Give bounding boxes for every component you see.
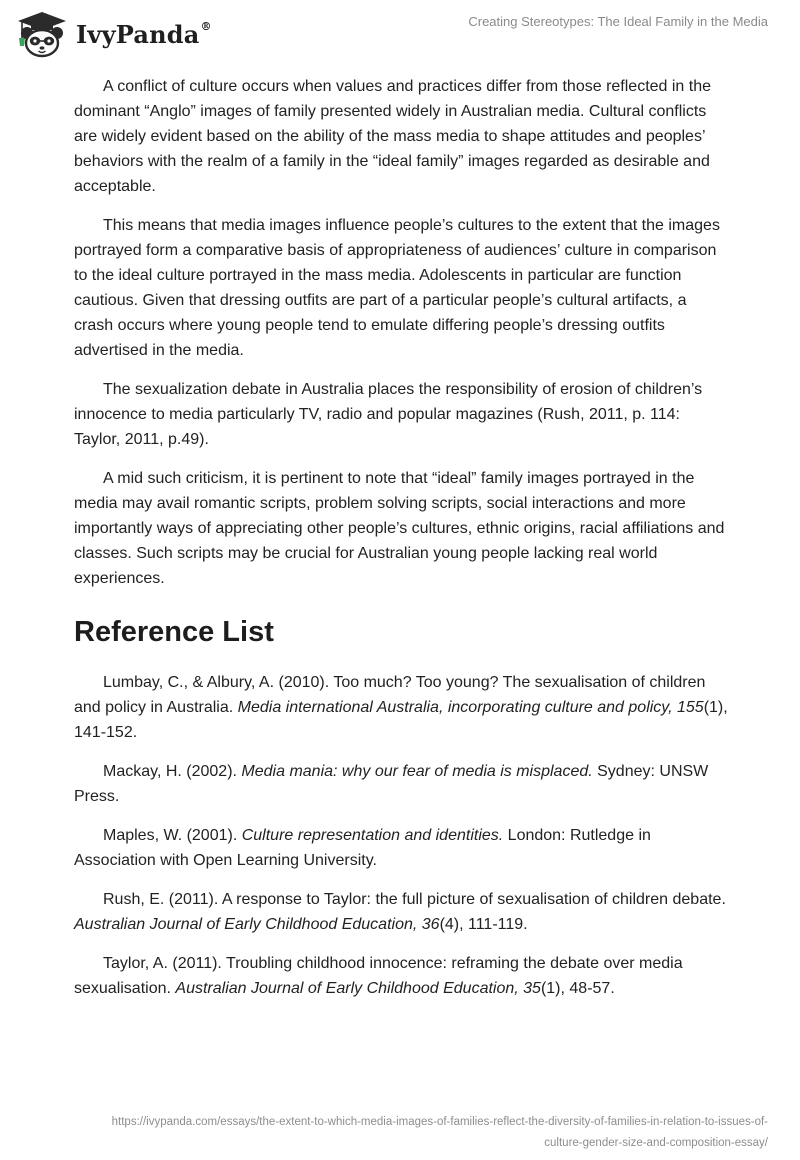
brand-name [76,20,212,49]
reference-entry [74,759,728,809]
reference-source: Media mania: why our fear of media is misplaced. [241,763,593,780]
reference-list-heading: Reference List [74,616,274,648]
document-title: Creating Stereotypes: The Ideal Family in the Media [468,14,768,29]
body-paragraph: The sexualization debate in Australia places the responsibility of erosion of children’s innocence to media particularly TV, radio and popular magazines (Rush, 2011, p. 114: Taylor, 2011, p.49). [74,381,703,448]
brand-text: IvyPanda [76,19,200,49]
reference-source: Media international Australia, incorporating culture and policy, 155 [237,699,704,716]
reference-details: Sydney: UNSW Press. [74,763,709,805]
reference-details: (1), 141-152. [74,699,728,741]
reference-entry [74,887,728,937]
reference-text: Rush, E. (2011). A response to Taylor: the full picture of sexualisation of children debate. [103,891,726,908]
reference-source: Australian Journal of Early Childhood Education, 35 [175,980,541,997]
reference-source: Culture representation and identities. [241,827,504,844]
reference-entry [74,670,728,745]
registered-mark: ® [200,19,212,33]
reference-details: (4), 111-119. [439,916,528,933]
reference-text: Mackay, H. (2002). [103,763,242,780]
source-url[interactable] [48,1112,768,1154]
reference-entry [74,951,728,1001]
source-url-line: culture-gender-size-and-composition-essay/ [544,1137,768,1149]
brand-logo[interactable] [14,10,212,58]
reference-details: London: Rutledge in Association with Open Learning University. [74,827,651,869]
body-paragraph: A mid such criticism, it is pertinent to note that “ideal” family images portrayed in the media may avail romantic scripts, problem solving scripts, social interactions and more importantly ways of appreciating other people’s cultures, ethnic origins, racial affiliations and classes. Such scripts may be crucial for Australian young people lacking real world experiences. [74,470,725,587]
body-paragraph: This means that media images influence people’s cultures to the extent that the images portrayed form a comparative basis of appropriateness of audiences’ culture in comparison to the ideal culture portrayed in the mass media. Adolescents in particular are function cautious. Given that dressing outfits are part of a particular people’s cultural artifacts, a crash occurs where young people tend to emulate differing people’s dressing outfits advertised in the media. [74,217,720,359]
reference-text: Taylor, A. (2011). Troubling childhood innocence: reframing the debate over media sexualisation. [74,955,683,997]
reference-entry [74,823,728,873]
reference-details: (1), 48-57. [540,980,615,997]
reference-text: Maples, W. (2001). [103,827,242,844]
reference-text: Lumbay, C., & Albury, A. (2010). Too much? Too young? The sexualisation of children and policy in Australia. [74,674,706,716]
page-header [0,0,800,70]
body-paragraph: A conflict of culture occurs when values and practices differ from those reflected in the dominant “Anglo” images of family presented widely in Australian media. Cultural conflicts are widely evident based on the ability of the mass media to shape attitudes and peoples’ behaviors with the realm of a family in the “ideal family” images regarded as desirable and acceptable. [74,78,712,195]
source-url-line: https://ivypanda.com/essays/the-extent-to-which-media-images-of-families-reflect-the-diversity-of-families-in-relation-to-issues-of- [111,1116,768,1128]
panda-graduate-icon [14,10,70,58]
essay-content [74,74,728,1015]
reference-source: Australian Journal of Early Childhood Education, 36 [74,916,440,933]
